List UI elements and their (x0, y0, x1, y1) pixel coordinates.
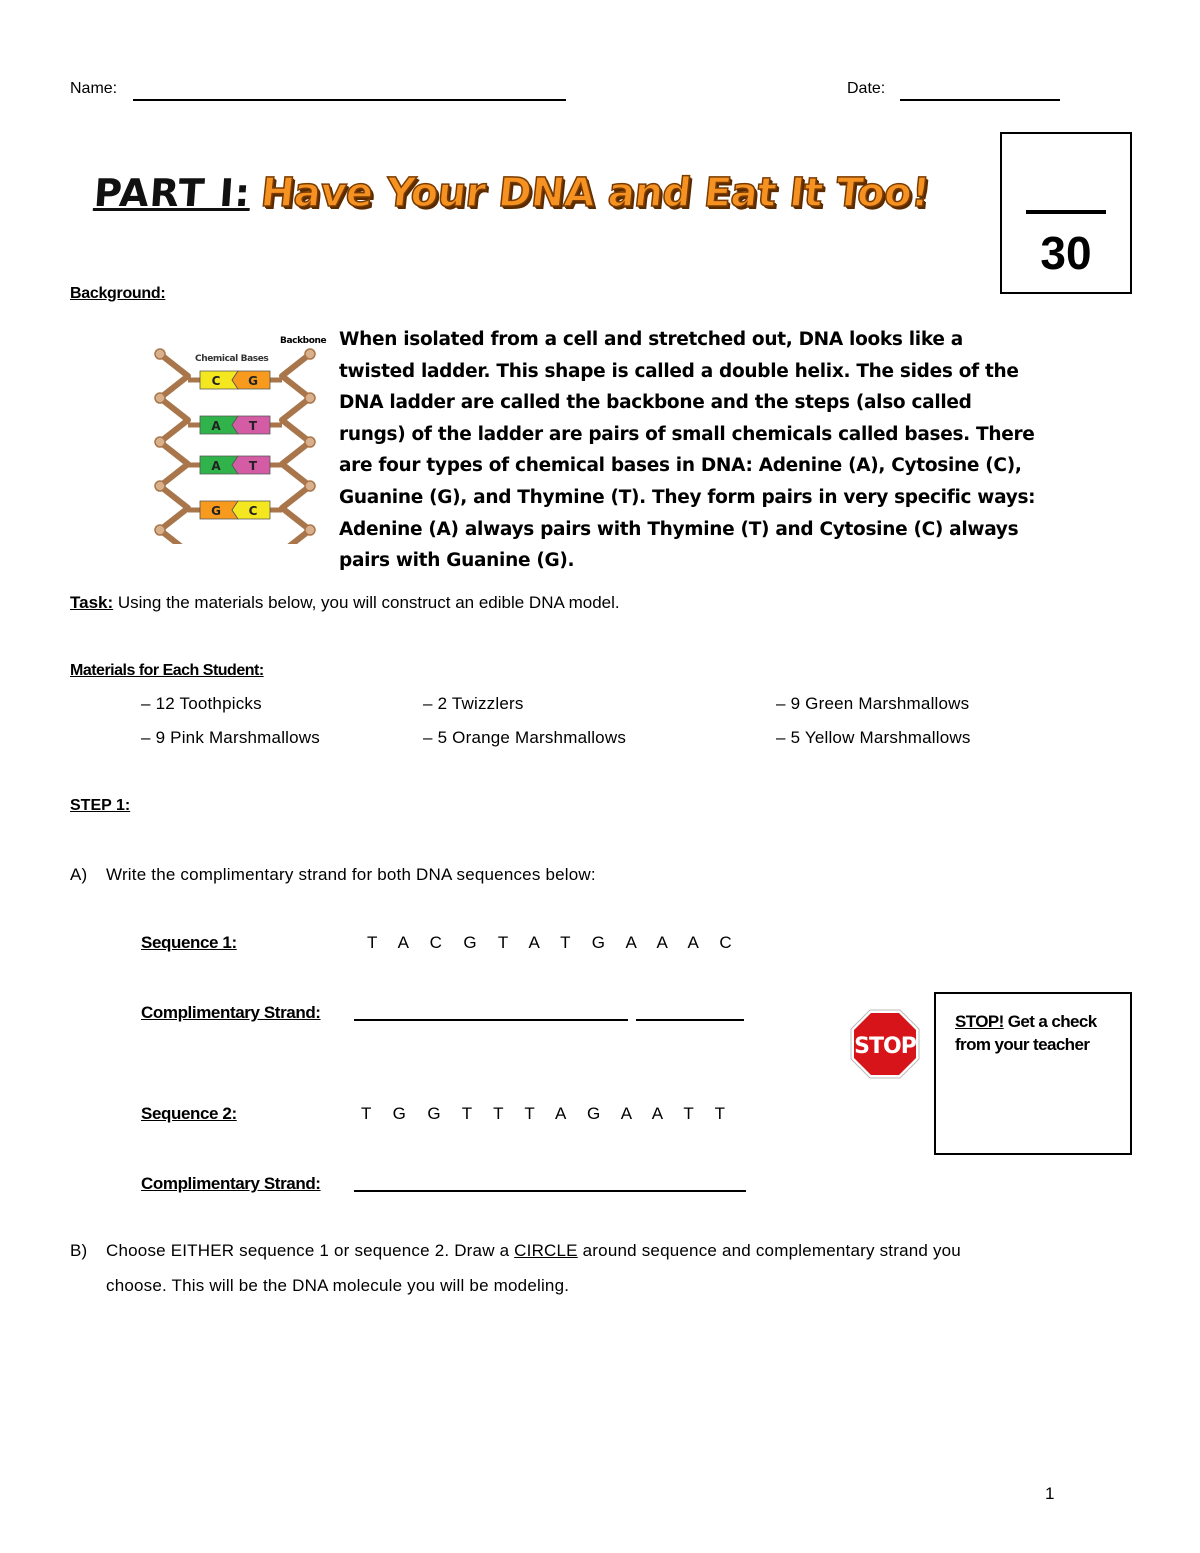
background-heading: Background: (70, 285, 166, 302)
comp-strand2-label: Complimentary Strand: (141, 1174, 321, 1193)
score-blank[interactable] (1026, 210, 1106, 214)
material-item: – 5 Yellow Marshmallows (776, 728, 971, 747)
svg-text:STOP: STOP (854, 1034, 916, 1059)
circle-word: CIRCLE (514, 1241, 578, 1260)
background-line: Guanine (G), and Thymine (T). They form pairs in very specific ways: (339, 486, 1036, 508)
background-line: twisted ladder. This shape is called a double helix. The sides of the (339, 360, 1019, 382)
material-item: – 2 Twizzlers (423, 694, 524, 713)
step1-b-text (106, 1233, 1106, 1303)
background-line: Adenine (A) always pairs with Thymine (T) and Cytosine (C) always (339, 518, 1019, 540)
title-part: PART I: (92, 171, 253, 215)
step1-b-text-part2: around sequence and complementary strand you (577, 1241, 961, 1260)
teacher-check-text (955, 1010, 1115, 1056)
backbone-left (160, 354, 188, 544)
backbone-node (155, 525, 165, 535)
dna-ladder-diagram (148, 334, 338, 544)
material-item: – 12 Toothpicks (141, 694, 262, 713)
comp-strand2-field[interactable] (354, 1190, 746, 1192)
sequence2-label: Sequence 2: (141, 1104, 237, 1123)
chemical-bases-label: Chemical Bases (195, 354, 269, 364)
teacher-check-box[interactable] (934, 992, 1132, 1155)
step1-heading: STEP 1: (70, 797, 131, 814)
task-text: Using the materials below, you will construct an edible DNA model. (113, 593, 620, 612)
background-paragraph (339, 324, 1059, 577)
stop-instruction: Get a check from your teacher (955, 1012, 1097, 1054)
background-line: are four types of chemical bases in DNA: Adenine (A), Cytosine (C), (339, 455, 1022, 477)
sequence1-letters: T A C G T A T G A A A C (367, 933, 741, 952)
score-box (1000, 132, 1132, 294)
backbone-node (305, 481, 315, 491)
sequence2-letters: T G G T T T A G A A T T (361, 1104, 734, 1123)
material-item: – 9 Pink Marshmallows (141, 728, 320, 747)
base-left-letter: G (211, 504, 221, 518)
title-main: Have Your DNA and Eat It Too! (258, 170, 932, 216)
materials-heading: Materials for Each Student: (70, 662, 264, 679)
background-line: DNA ladder are called the backbone and the steps (also called (339, 392, 972, 414)
task-label: Task: (70, 593, 114, 612)
backbone-right (282, 354, 310, 544)
stop-word-label: STOP! (955, 1012, 1004, 1031)
base-right-letter: T (248, 459, 258, 473)
base-left-letter: A (211, 459, 221, 473)
backbone-node (305, 437, 315, 447)
step1-b-text-line2: choose. This will be the DNA molecule you will be modeling. (106, 1276, 570, 1295)
backbone-node (305, 393, 315, 403)
material-item: – 9 Green Marshmallows (776, 694, 970, 713)
base-right-letter: T (248, 419, 258, 433)
backbone-label: Backbone (280, 336, 327, 346)
base-right-letter: G (248, 374, 258, 388)
step1-b-marker: B) (70, 1241, 88, 1260)
date-field[interactable] (900, 99, 1060, 101)
stop-sign-icon (849, 1008, 921, 1080)
name-label: Name: (70, 80, 118, 97)
background-line: When isolated from a cell and stretched out, DNA looks like a (339, 329, 963, 350)
background-line: rungs) of the ladder are pairs of small chemicals called bases. There (339, 423, 1035, 445)
backbone-node (155, 437, 165, 447)
page-number: 1 (1045, 1484, 1055, 1503)
base-left-letter: C (211, 374, 221, 388)
backbone-node (305, 349, 315, 359)
backbone-node (155, 349, 165, 359)
background-line: pairs with Guanine (G). (339, 550, 575, 572)
step1-a-marker: A) (70, 865, 88, 884)
comp-strand1-field-ext[interactable] (636, 1019, 744, 1021)
base-left-letter: A (211, 419, 221, 433)
backbone-node (305, 525, 315, 535)
step1-a-text: Write the complimentary strand for both DNA sequences below: (106, 865, 596, 884)
step1-b-text-part1: Choose EITHER sequence 1 or sequence 2. Draw a (106, 1241, 515, 1260)
name-field[interactable] (133, 99, 566, 101)
base-right-letter: C (248, 504, 258, 518)
comp-strand1-label: Complimentary Strand: (141, 1003, 321, 1022)
material-item: – 5 Orange Marshmallows (423, 728, 627, 747)
comp-strand1-field[interactable] (354, 1019, 628, 1021)
task-line (70, 593, 620, 613)
page-title (92, 170, 932, 216)
date-label: Date: (847, 80, 886, 97)
backbone-node (155, 481, 165, 491)
backbone-node (155, 393, 165, 403)
score-total: 30 (1040, 227, 1092, 279)
sequence1-label: Sequence 1: (141, 933, 237, 952)
